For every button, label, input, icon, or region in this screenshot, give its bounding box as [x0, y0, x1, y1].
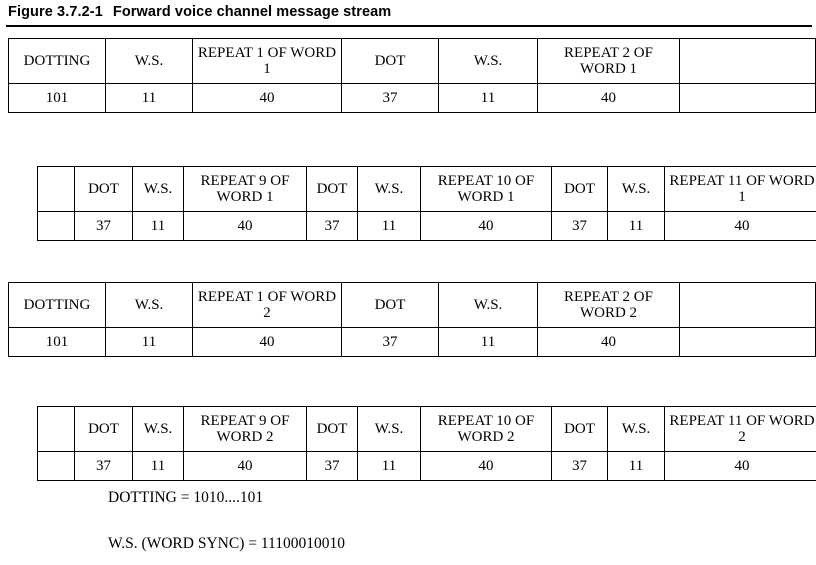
- segment-bitcount: 11: [381, 217, 397, 234]
- table-row-values: [38, 452, 816, 481]
- segment-label: W.S.: [473, 52, 503, 69]
- segment-bitcount: 40: [478, 457, 494, 474]
- segment-bitcount: 40: [237, 457, 253, 474]
- segment-bitcount-cell: [421, 212, 552, 241]
- segment-label-cell: [538, 39, 680, 84]
- segment-bitcount: 11: [628, 457, 644, 474]
- segment-bitcount-cell: [9, 84, 106, 113]
- segment-bitcount-cell: [552, 212, 608, 241]
- segment-bitcount: 11: [141, 333, 157, 350]
- segment-label: DOT: [374, 52, 406, 69]
- message-stream-table-2: [37, 166, 816, 241]
- segment-label-cell: [608, 407, 665, 452]
- segment-bitcount: 40: [259, 89, 275, 106]
- segment-label: DOT: [374, 296, 406, 313]
- segment-label: W.S.: [473, 296, 503, 313]
- segment-label: REPEAT 1 OF WORD 1: [197, 44, 337, 77]
- segment-label-cell: [133, 167, 184, 212]
- segment-bitcount: 40: [734, 217, 750, 234]
- segment-bitcount: 11: [150, 457, 166, 474]
- segment-bitcount-cell: [421, 452, 552, 481]
- table-row-labels: [9, 283, 816, 328]
- segment-label-cell: [439, 283, 538, 328]
- table-row-values: [9, 84, 816, 113]
- segment-bitcount-cell: [133, 212, 184, 241]
- segment-bitcount: 40: [734, 457, 750, 474]
- segment-bitcount-cell: [608, 212, 665, 241]
- segment-bitcount: 37: [572, 457, 587, 474]
- segment-bitcount: 40: [601, 89, 616, 106]
- table-row-labels: [38, 167, 816, 212]
- segment-label-cell: [184, 407, 307, 452]
- segment-empty-cell: [38, 212, 75, 241]
- segment-label: REPEAT 9 OF WORD 1: [200, 172, 290, 205]
- message-stream-table-4: [37, 406, 816, 481]
- segment-bitcount-cell: [358, 452, 421, 481]
- figure-number: Figure 3.7.2-1: [8, 4, 103, 20]
- segment-label: REPEAT 11 OF WORD 2: [669, 412, 815, 445]
- segment-label-cell: [342, 39, 439, 84]
- segment-label: REPEAT 2 OF WORD 2: [564, 288, 653, 321]
- segment-label: W.S.: [134, 52, 164, 69]
- segment-label-cell: [342, 283, 439, 328]
- segment-label-cell: [307, 167, 358, 212]
- segment-empty-cell: [680, 84, 816, 113]
- segment-label-cell: [538, 283, 680, 328]
- segment-bitcount-cell: [106, 84, 193, 113]
- segment-label: REPEAT 1 OF WORD 2: [197, 288, 337, 321]
- segment-label-cell: [106, 283, 193, 328]
- segment-bitcount-cell: [538, 328, 680, 357]
- segment-bitcount-cell: [439, 328, 538, 357]
- segment-label: DOTTING: [23, 52, 91, 69]
- segment-bitcount-cell: [358, 212, 421, 241]
- segment-label: DOT: [88, 180, 119, 197]
- segment-label: W.S.: [374, 180, 404, 197]
- segment-empty-cell: [680, 283, 816, 328]
- segment-bitcount-cell: [538, 84, 680, 113]
- segment-label-cell: [665, 167, 816, 212]
- segment-label-cell: [358, 167, 421, 212]
- table-row-values: [38, 212, 816, 241]
- segment-bitcount-cell: [307, 212, 358, 241]
- segment-bitcount: 37: [324, 217, 340, 234]
- segment-bitcount-cell: [75, 452, 133, 481]
- segment-bitcount-cell: [106, 328, 193, 357]
- segment-bitcount: 37: [324, 457, 340, 474]
- segment-label-cell: [421, 167, 552, 212]
- segment-bitcount: 11: [480, 333, 496, 350]
- segment-label: DOT: [316, 420, 348, 437]
- segment-bitcount-cell: [342, 84, 439, 113]
- segment-bitcount-cell: [307, 452, 358, 481]
- segment-empty-cell: [38, 167, 75, 212]
- segment-label-cell: [552, 167, 608, 212]
- segment-empty-cell: [38, 452, 75, 481]
- segment-bitcount: 101: [45, 333, 69, 350]
- segment-label-cell: [552, 407, 608, 452]
- segment-bitcount-cell: [184, 452, 307, 481]
- segment-bitcount-cell: [75, 212, 133, 241]
- segment-empty-cell: [680, 39, 816, 84]
- segment-bitcount-cell: [342, 328, 439, 357]
- segment-bitcount: 37: [96, 217, 111, 234]
- segment-bitcount: 37: [382, 333, 398, 350]
- table-row-labels: [38, 407, 816, 452]
- segment-label: REPEAT 11 OF WORD 1: [669, 172, 815, 205]
- segment-label: W.S.: [621, 420, 651, 437]
- segment-bitcount-cell: [133, 452, 184, 481]
- segment-label: DOT: [564, 420, 595, 437]
- segment-bitcount: 40: [478, 217, 494, 234]
- title-underline: [6, 25, 812, 27]
- segment-label-cell: [106, 39, 193, 84]
- segment-bitcount: 101: [45, 89, 69, 106]
- segment-label: W.S.: [143, 420, 173, 437]
- segment-label: REPEAT 10 OF WORD 2: [437, 412, 535, 445]
- table-row-labels: [9, 39, 816, 84]
- segment-label-cell: [133, 407, 184, 452]
- segment-label: W.S.: [621, 180, 651, 197]
- segment-label-cell: [75, 167, 133, 212]
- segment-label-cell: [608, 167, 665, 212]
- note-dotting: DOTTING = 1010....101: [108, 489, 264, 506]
- segment-label-cell: [358, 407, 421, 452]
- segment-bitcount-cell: [193, 84, 342, 113]
- segment-bitcount-cell: [184, 212, 307, 241]
- message-stream-table-1: [8, 38, 816, 113]
- segment-label: W.S.: [143, 180, 173, 197]
- segment-bitcount-cell: [608, 452, 665, 481]
- note-word-sync: W.S. (WORD SYNC) = 11100010010: [108, 535, 345, 552]
- segment-bitcount-cell: [9, 328, 106, 357]
- segment-label-cell: [184, 167, 307, 212]
- segment-bitcount: 11: [628, 217, 644, 234]
- segment-label-cell: [665, 407, 816, 452]
- segment-label-cell: [307, 407, 358, 452]
- segment-label-cell: [9, 283, 106, 328]
- segment-label: DOT: [316, 180, 348, 197]
- segment-bitcount: 11: [150, 217, 166, 234]
- segment-bitcount: 11: [141, 89, 157, 106]
- segment-bitcount: 37: [382, 89, 398, 106]
- segment-label: DOT: [88, 420, 119, 437]
- figure-title: [8, 4, 391, 20]
- segment-empty-cell: [38, 407, 75, 452]
- segment-empty-cell: [680, 328, 816, 357]
- segment-bitcount: 11: [381, 457, 397, 474]
- segment-label-cell: [193, 283, 342, 328]
- segment-bitcount: 37: [572, 217, 587, 234]
- figure-caption: Forward voice channel message stream: [112, 4, 392, 20]
- segment-bitcount-cell: [665, 212, 816, 241]
- segment-bitcount-cell: [552, 452, 608, 481]
- segment-label-cell: [75, 407, 133, 452]
- segment-bitcount: 40: [237, 217, 253, 234]
- segment-label: REPEAT 10 OF WORD 1: [437, 172, 535, 205]
- segment-bitcount-cell: [665, 452, 816, 481]
- segment-label: REPEAT 9 OF WORD 2: [200, 412, 290, 445]
- segment-label-cell: [421, 407, 552, 452]
- segment-label-cell: [439, 39, 538, 84]
- segment-label: DOTTING: [23, 296, 91, 313]
- segment-label-cell: [193, 39, 342, 84]
- segment-label: DOT: [564, 180, 595, 197]
- segment-bitcount-cell: [193, 328, 342, 357]
- table-row-values: [9, 328, 816, 357]
- segment-label: W.S.: [374, 420, 404, 437]
- segment-label: REPEAT 2 OF WORD 1: [564, 44, 653, 77]
- segment-bitcount: 40: [601, 333, 616, 350]
- segment-bitcount-cell: [439, 84, 538, 113]
- segment-label: W.S.: [134, 296, 164, 313]
- message-stream-table-3: [8, 282, 816, 357]
- segment-bitcount: 11: [480, 89, 496, 106]
- segment-bitcount: 40: [259, 333, 275, 350]
- segment-label-cell: [9, 39, 106, 84]
- segment-bitcount: 37: [96, 457, 111, 474]
